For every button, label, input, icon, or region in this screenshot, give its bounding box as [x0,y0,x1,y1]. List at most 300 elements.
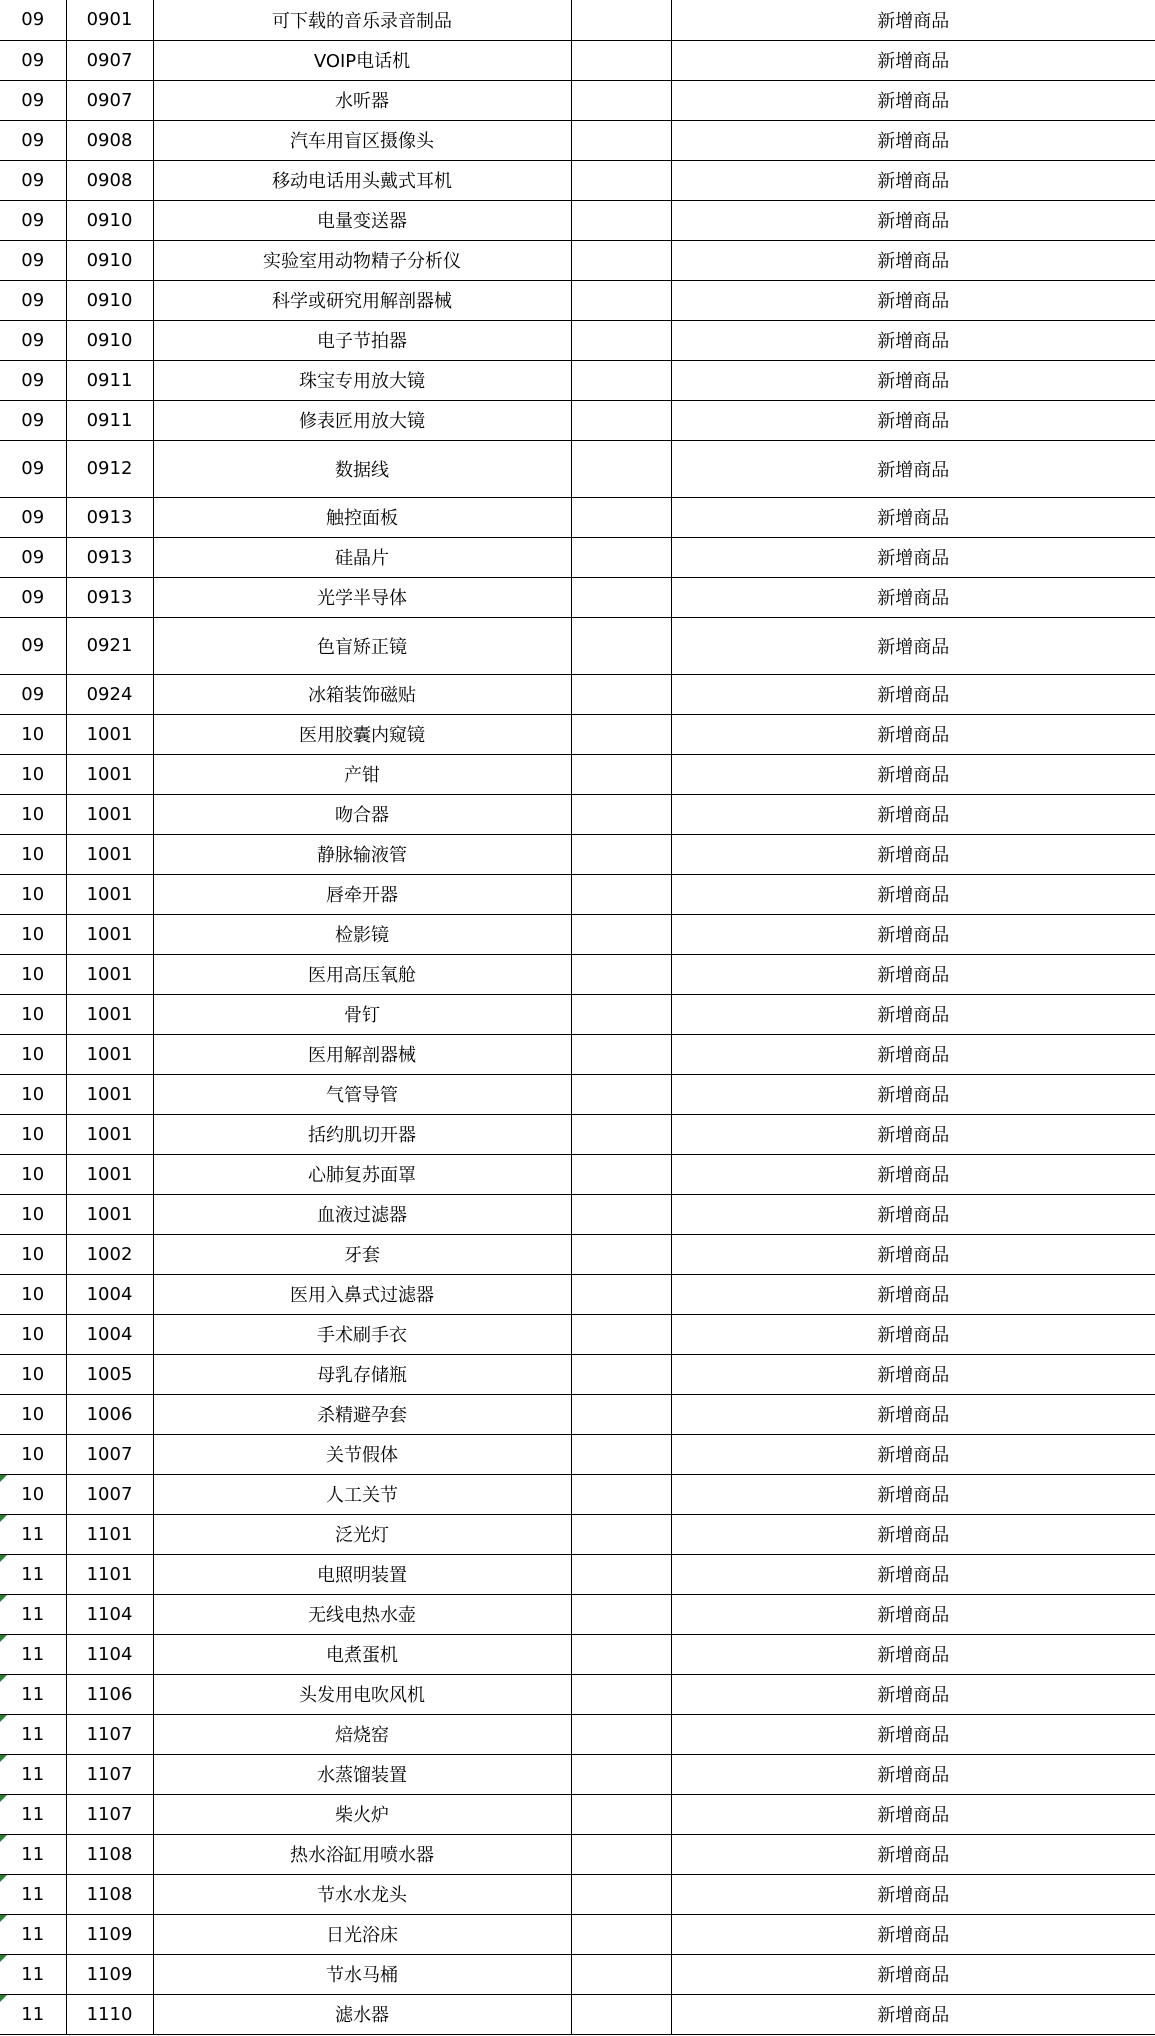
status-cell[interactable] [671,1994,1155,2034]
remark-cell[interactable] [571,1194,671,1234]
class-number-cell[interactable] [0,754,66,794]
product-name-text: 移动电话用头戴式耳机 [272,171,452,192]
class-number-text: 10 [21,803,45,825]
product-name-cell[interactable] [153,0,571,40]
remark-cell[interactable] [571,0,671,40]
group-code-cell[interactable] [66,1434,153,1474]
product-name-cell[interactable] [153,1954,571,1994]
remark-cell[interactable] [571,497,671,537]
remark-cell[interactable] [571,674,671,714]
group-code-text: 0912 [86,458,133,479]
remark-cell[interactable] [571,280,671,320]
class-number-cell[interactable] [0,1674,66,1714]
product-name-cell[interactable] [153,617,571,674]
status-cell[interactable] [671,914,1155,954]
class-number-cell[interactable] [0,954,66,994]
class-number-cell[interactable] [0,1874,66,1914]
status-cell[interactable] [671,1594,1155,1634]
status-text: 新增商品 [877,1005,950,1026]
remark-cell[interactable] [571,1434,671,1474]
class-number-cell[interactable] [0,1474,66,1514]
product-name-cell[interactable] [153,497,571,537]
status-cell[interactable] [671,674,1155,714]
product-name-text: 电量变送器 [317,211,407,232]
status-cell[interactable] [671,1154,1155,1194]
table-row [0,994,1155,1034]
status-cell[interactable] [671,40,1155,80]
class-number-cell[interactable] [0,1634,66,1674]
product-name-cell[interactable] [153,1594,571,1634]
group-code-cell[interactable] [66,160,153,200]
remark-cell[interactable] [571,794,671,834]
status-cell[interactable] [671,794,1155,834]
class-number-cell[interactable] [0,200,66,240]
class-number-cell[interactable] [0,1554,66,1594]
product-name-cell[interactable] [153,1234,571,1274]
product-name-cell[interactable] [153,200,571,240]
product-name-text: 人工关节 [326,1485,398,1506]
group-code-cell[interactable] [66,320,153,360]
remark-cell[interactable] [571,1594,671,1634]
class-number-cell[interactable] [0,617,66,674]
remark-cell[interactable] [571,954,671,994]
remark-cell[interactable] [571,537,671,577]
status-cell[interactable] [671,1394,1155,1434]
remark-cell[interactable] [571,1154,671,1194]
status-cell[interactable] [671,1554,1155,1594]
remark-cell[interactable] [571,754,671,794]
status-text: 新增商品 [877,1485,950,1506]
remark-cell[interactable] [571,320,671,360]
cell-flag-marker-icon [0,1475,7,1482]
group-code-cell[interactable] [66,1994,153,2034]
group-code-cell[interactable] [66,400,153,440]
product-name-cell[interactable] [153,754,571,794]
table-row [0,1754,1155,1794]
class-number-cell[interactable] [0,1274,66,1314]
group-code-cell[interactable] [66,1754,153,1794]
remark-cell[interactable] [571,440,671,497]
status-cell[interactable] [671,400,1155,440]
group-code-cell[interactable] [66,240,153,280]
product-name-cell[interactable] [153,320,571,360]
product-name-cell[interactable] [153,160,571,200]
group-code-cell[interactable] [66,1514,153,1554]
status-cell[interactable] [671,497,1155,537]
group-code-cell[interactable] [66,1874,153,1914]
remark-cell[interactable] [571,914,671,954]
class-number-text: 10 [21,723,45,745]
product-name-cell[interactable] [153,834,571,874]
class-number-cell[interactable] [0,1914,66,1954]
status-cell[interactable] [671,1634,1155,1674]
product-name-cell[interactable] [153,1994,571,2034]
table-row [0,1394,1155,1434]
remark-cell[interactable] [571,1554,671,1594]
group-code-cell[interactable] [66,794,153,834]
status-cell[interactable] [671,954,1155,994]
remark-cell[interactable] [571,1634,671,1674]
product-name-text: 光学半导体 [317,588,407,609]
product-name-cell[interactable] [153,40,571,80]
class-number-text: 10 [21,843,45,865]
status-cell[interactable] [671,1274,1155,1314]
class-number-cell[interactable] [0,80,66,120]
remark-cell[interactable] [571,240,671,280]
product-name-text: 电照明装置 [317,1565,407,1586]
product-name-cell[interactable] [153,954,571,994]
product-name-text: 括约肌切开器 [308,1125,416,1146]
class-number-cell[interactable] [0,400,66,440]
group-code-cell[interactable] [66,754,153,794]
product-name-cell[interactable] [153,674,571,714]
class-number-cell[interactable] [0,440,66,497]
remark-cell[interactable] [571,1394,671,1434]
status-cell[interactable] [671,120,1155,160]
status-cell[interactable] [671,440,1155,497]
product-name-cell[interactable] [153,1554,571,1594]
product-name-cell[interactable] [153,1154,571,1194]
status-text: 新增商品 [877,10,950,32]
status-cell[interactable] [671,1514,1155,1554]
class-number-cell[interactable] [0,40,66,80]
remark-cell[interactable] [571,200,671,240]
product-name-cell[interactable] [153,1194,571,1234]
remark-cell[interactable] [571,40,671,80]
class-number-cell[interactable] [0,497,66,537]
remark-cell[interactable] [571,1874,671,1914]
status-cell[interactable] [671,874,1155,914]
group-code-cell[interactable] [66,1314,153,1354]
remark-cell[interactable] [571,874,671,914]
product-name-text: 实验室用动物精子分析仪 [263,251,461,272]
group-code-text: 0913 [86,586,133,608]
remark-cell[interactable] [571,1674,671,1714]
status-cell[interactable] [671,617,1155,674]
group-code-cell[interactable] [66,360,153,400]
class-number-cell[interactable] [0,914,66,954]
remark-cell[interactable] [571,1714,671,1754]
status-cell[interactable] [671,714,1155,754]
group-code-cell[interactable] [66,714,153,754]
class-number-text: 11 [21,1763,45,1785]
group-code-text: 1001 [86,1043,133,1065]
product-name-cell[interactable] [153,80,571,120]
class-number-text: 11 [21,1723,45,1745]
group-code-cell[interactable] [66,577,153,617]
product-name-cell[interactable] [153,1274,571,1314]
class-number-cell[interactable] [0,1994,66,2034]
cell-flag-marker-icon [0,1515,7,1522]
remark-cell[interactable] [571,1314,671,1354]
status-cell[interactable] [671,200,1155,240]
remark-cell[interactable] [571,1994,671,2034]
remark-cell[interactable] [571,1114,671,1154]
status-cell[interactable] [671,1794,1155,1834]
product-name-cell[interactable] [153,360,571,400]
status-cell[interactable] [671,320,1155,360]
group-code-text: 1001 [86,1003,133,1025]
status-cell[interactable] [671,1674,1155,1714]
class-number-cell[interactable] [0,1314,66,1354]
remark-cell[interactable] [571,1954,671,1994]
group-code-cell[interactable] [66,1154,153,1194]
group-code-cell[interactable] [66,120,153,160]
group-code-cell[interactable] [66,440,153,497]
remark-cell[interactable] [571,160,671,200]
product-name-cell[interactable] [153,1914,571,1954]
class-number-cell[interactable] [0,1194,66,1234]
status-cell[interactable] [671,1074,1155,1114]
class-number-cell[interactable] [0,1954,66,1994]
group-code-cell[interactable] [66,497,153,537]
status-cell[interactable] [671,537,1155,577]
status-text: 新增商品 [877,131,950,152]
group-code-cell[interactable] [66,1714,153,1754]
product-name-cell[interactable] [153,794,571,834]
group-code-cell[interactable] [66,537,153,577]
group-code-cell[interactable] [66,1234,153,1274]
class-number-text: 09 [21,9,45,31]
product-name-cell[interactable] [153,1714,571,1754]
group-code-cell[interactable] [66,1954,153,1994]
group-code-cell[interactable] [66,1554,153,1594]
class-number-text: 10 [21,963,45,985]
group-code-cell[interactable] [66,1074,153,1114]
group-code-cell[interactable] [66,200,153,240]
product-name-cell[interactable] [153,120,571,160]
product-name-cell[interactable] [153,1474,571,1514]
status-text: 新增商品 [877,1925,950,1946]
status-cell[interactable] [671,160,1155,200]
status-text: 新增商品 [877,1445,950,1466]
class-number-cell[interactable] [0,794,66,834]
product-name-cell[interactable] [153,1794,571,1834]
remark-cell[interactable] [571,1914,671,1954]
remark-cell[interactable] [571,1794,671,1834]
product-name-cell[interactable] [153,874,571,914]
remark-cell[interactable] [571,1834,671,1874]
class-number-cell[interactable] [0,1794,66,1834]
product-name-cell[interactable] [153,1634,571,1674]
product-name-cell[interactable] [153,1354,571,1394]
remark-cell[interactable] [571,994,671,1034]
group-code-cell[interactable] [66,80,153,120]
status-cell[interactable] [671,1914,1155,1954]
product-name-cell[interactable] [153,1674,571,1714]
status-cell[interactable] [671,1834,1155,1874]
group-code-cell[interactable] [66,280,153,320]
status-cell[interactable] [671,577,1155,617]
remark-cell[interactable] [571,1234,671,1274]
status-cell[interactable] [671,0,1155,40]
group-code-cell[interactable] [66,1114,153,1154]
remark-cell[interactable] [571,714,671,754]
product-name-cell[interactable] [153,240,571,280]
class-number-cell[interactable] [0,1394,66,1434]
product-name-cell[interactable] [153,400,571,440]
status-cell[interactable] [671,1314,1155,1354]
product-name-cell[interactable] [153,1314,571,1354]
product-name-cell[interactable] [153,1114,571,1154]
table-row [0,1914,1155,1954]
class-number-cell[interactable] [0,280,66,320]
class-number-cell[interactable] [0,1114,66,1154]
class-number-cell[interactable] [0,1834,66,1874]
product-name-text: 吻合器 [335,805,389,826]
product-name-text: 关节假体 [326,1445,398,1466]
status-cell[interactable] [671,1874,1155,1914]
class-number-cell[interactable] [0,1434,66,1474]
status-cell[interactable] [671,1234,1155,1274]
group-code-cell[interactable] [66,874,153,914]
status-cell[interactable] [671,994,1155,1034]
status-cell[interactable] [671,1474,1155,1514]
product-name-cell[interactable] [153,1874,571,1914]
class-number-cell[interactable] [0,994,66,1034]
class-number-cell[interactable] [0,1074,66,1114]
group-code-cell[interactable] [66,954,153,994]
status-cell[interactable] [671,1714,1155,1754]
group-code-cell[interactable] [66,1794,153,1834]
product-name-text: 日光浴床 [326,1925,398,1946]
group-code-cell[interactable] [66,0,153,40]
status-cell[interactable] [671,1034,1155,1074]
group-code-cell[interactable] [66,1034,153,1074]
group-code-cell[interactable] [66,1674,153,1714]
class-number-cell[interactable] [0,874,66,914]
status-cell[interactable] [671,834,1155,874]
remark-cell[interactable] [571,1354,671,1394]
class-number-cell[interactable] [0,1034,66,1074]
product-name-text: 滤水器 [335,2005,389,2026]
product-name-cell[interactable] [153,994,571,1034]
status-text: 新增商品 [877,885,950,906]
group-code-cell[interactable] [66,1194,153,1234]
class-number-text: 09 [21,49,45,71]
class-number-text: 09 [21,289,45,311]
remark-cell[interactable] [571,400,671,440]
remark-cell[interactable] [571,577,671,617]
status-cell[interactable] [671,360,1155,400]
class-number-cell[interactable] [0,320,66,360]
remark-cell[interactable] [571,120,671,160]
remark-cell[interactable] [571,834,671,874]
class-number-cell[interactable] [0,1594,66,1634]
status-text: 新增商品 [877,1765,950,1786]
group-code-cell[interactable] [66,1394,153,1434]
remark-cell[interactable] [571,617,671,674]
product-name-cell[interactable] [153,1514,571,1554]
group-code-cell[interactable] [66,40,153,80]
class-number-cell[interactable] [0,1234,66,1274]
remark-cell[interactable] [571,1034,671,1074]
product-name-cell[interactable] [153,440,571,497]
group-code-cell[interactable] [66,1354,153,1394]
product-name-cell[interactable] [153,1034,571,1074]
product-name-text: 触控面板 [326,508,398,529]
product-name-cell[interactable] [153,714,571,754]
product-name-cell[interactable] [153,1434,571,1474]
group-code-cell[interactable] [66,617,153,674]
product-name-cell[interactable] [153,1394,571,1434]
class-number-cell[interactable] [0,1754,66,1794]
table-row [0,1994,1155,2034]
status-cell[interactable] [671,1954,1155,1994]
group-code-cell[interactable] [66,1474,153,1514]
product-name-cell[interactable] [153,1074,571,1114]
group-code-cell[interactable] [66,1634,153,1674]
class-number-cell[interactable] [0,160,66,200]
remark-cell[interactable] [571,1754,671,1794]
product-name-cell[interactable] [153,914,571,954]
group-code-cell[interactable] [66,1274,153,1314]
class-number-cell[interactable] [0,834,66,874]
class-number-cell[interactable] [0,360,66,400]
class-number-cell[interactable] [0,674,66,714]
product-name-cell[interactable] [153,1754,571,1794]
group-code-cell[interactable] [66,1834,153,1874]
remark-cell[interactable] [571,1514,671,1554]
cell-flag-marker-icon [0,1795,7,1802]
status-cell[interactable] [671,240,1155,280]
group-code-cell[interactable] [66,834,153,874]
cell-flag-marker-icon [0,1675,7,1682]
status-cell[interactable] [671,1754,1155,1794]
status-cell[interactable] [671,280,1155,320]
remark-cell[interactable] [571,1074,671,1114]
class-number-cell[interactable] [0,537,66,577]
table-row [0,1314,1155,1354]
product-name-text: 无线电热水壶 [308,1605,416,1626]
product-name-text: VOIP电话机 [313,51,411,72]
group-code-cell[interactable] [66,914,153,954]
status-cell[interactable] [671,754,1155,794]
status-cell[interactable] [671,1194,1155,1234]
status-text: 新增商品 [877,1325,950,1346]
status-cell[interactable] [671,1354,1155,1394]
class-number-cell[interactable] [0,1154,66,1194]
class-number-cell[interactable] [0,0,66,40]
class-number-cell[interactable] [0,1354,66,1394]
class-number-cell[interactable] [0,714,66,754]
status-cell[interactable] [671,1114,1155,1154]
remark-cell[interactable] [571,1474,671,1514]
product-name-cell[interactable] [153,577,571,617]
group-code-text: 0910 [86,289,133,311]
class-number-cell[interactable] [0,577,66,617]
product-name-cell[interactable] [153,537,571,577]
class-number-cell[interactable] [0,1714,66,1754]
group-code-cell[interactable] [66,674,153,714]
status-cell[interactable] [671,80,1155,120]
class-number-cell[interactable] [0,240,66,280]
product-name-text: 柴火炉 [335,1805,389,1826]
product-name-cell[interactable] [153,280,571,320]
group-code-cell[interactable] [66,1914,153,1954]
remark-cell[interactable] [571,360,671,400]
status-text: 新增商品 [877,685,950,706]
class-number-cell[interactable] [0,1514,66,1554]
remark-cell[interactable] [571,80,671,120]
group-code-cell[interactable] [66,994,153,1034]
product-name-cell[interactable] [153,1834,571,1874]
status-cell[interactable] [671,1434,1155,1474]
remark-cell[interactable] [571,1274,671,1314]
table-row [0,1154,1155,1194]
group-code-cell[interactable] [66,1594,153,1634]
class-number-cell[interactable] [0,120,66,160]
